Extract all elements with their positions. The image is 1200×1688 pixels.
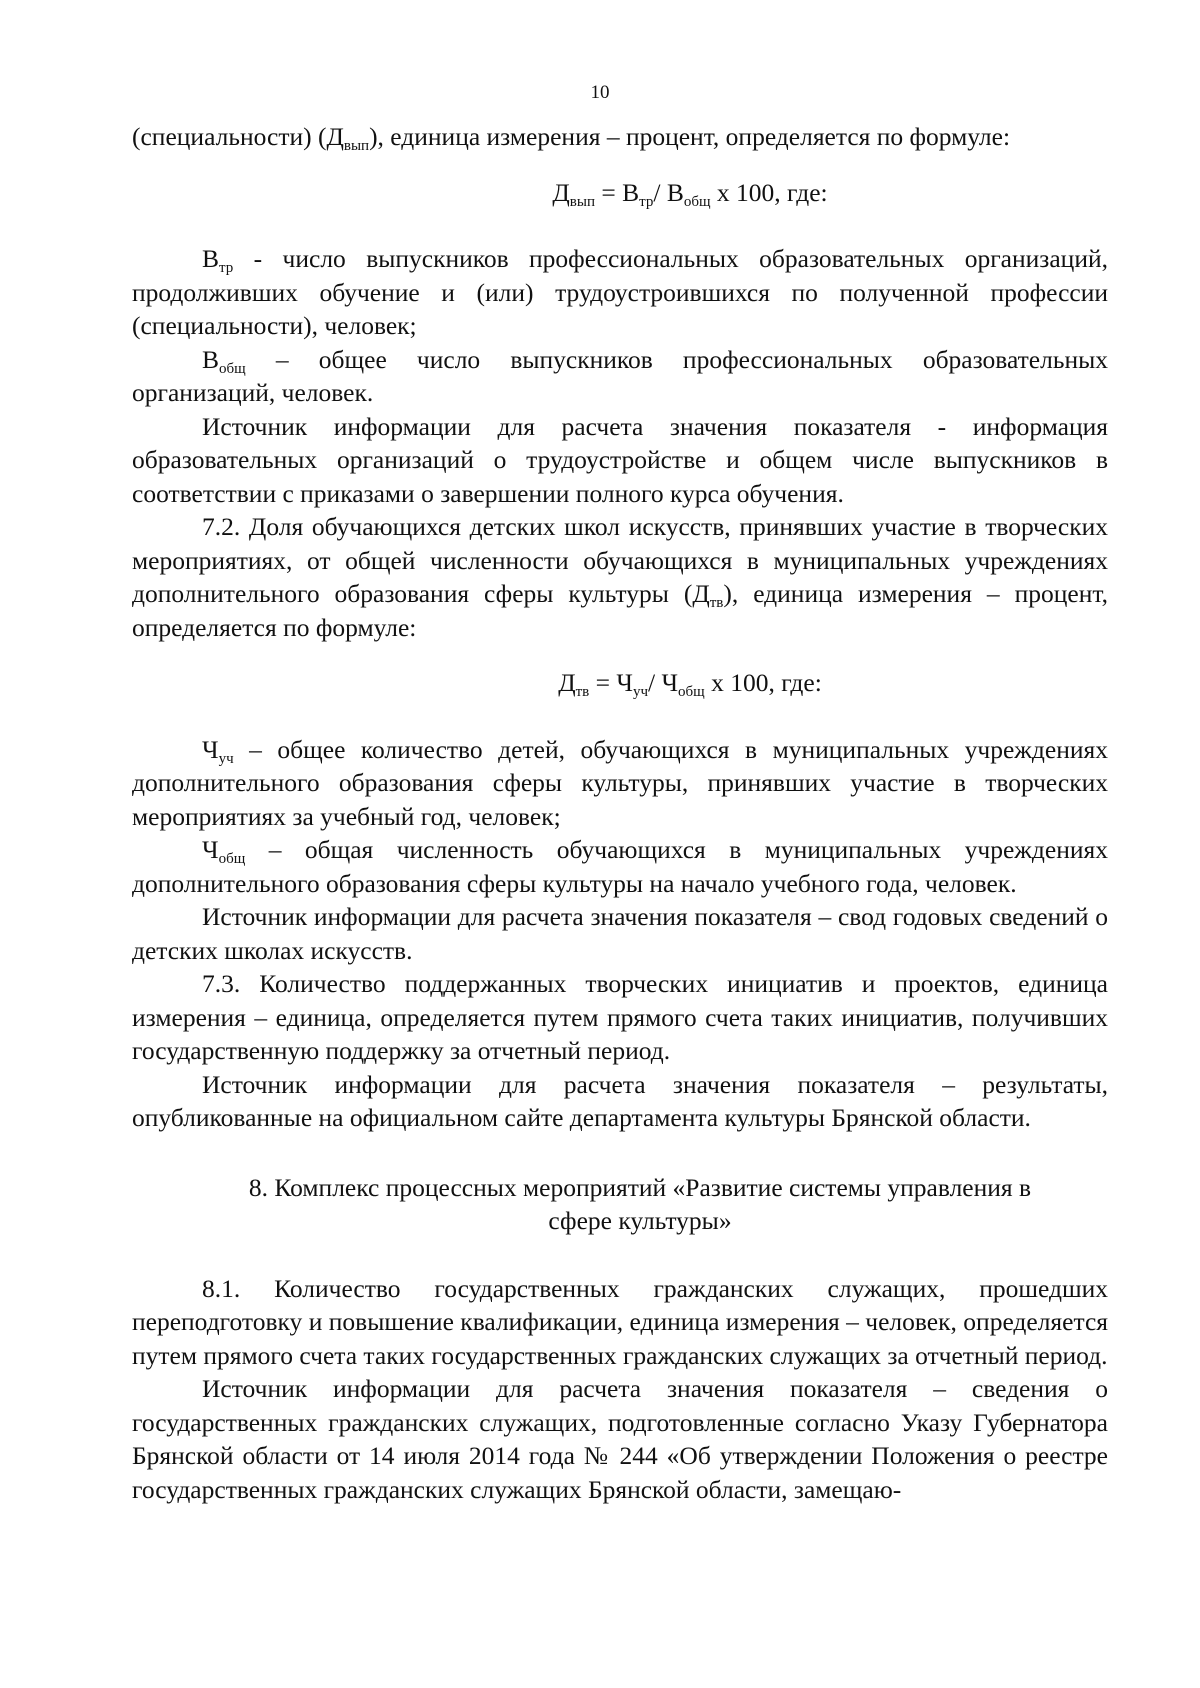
heading-line-1: 8. Комплекс процессных мероприятий «Развитие системы управления в [248,1172,1032,1202]
text: – общее число выпускников профессиональных образовательных организаций, человек. [132,344,1108,407]
text: Ч [202,835,219,864]
text: - число выпускников профессиональных образовательных организаций, продолживших обучение и (или) трудоустроившихся по полученной профессии (специальности), человек; [132,244,1108,340]
text: ), единица измерения – процент, определяется по формуле: [132,579,1108,642]
text: В [202,344,220,374]
definition-chobsh [132,833,1108,900]
text: Ч [202,734,219,764]
paragraph-source-2: Источник информации для расчета значения показателя – свод годовых сведений о детских школах искусств. [132,902,1108,965]
paragraph-source-4: Источник информации для расчета значения показателя – сведения о государственных гражданских служащих, подготовленные согласно Указу Губернатора Брянской области от 14 июля 2014 года № 244 «Об утверждении Положения о реестре государственных гражданских служащих Брянской области, замещаю- [132,1374,1108,1504]
document-body [132,120,1108,1506]
subscript: общ [678,684,705,700]
definition-vobsh [132,343,1108,410]
subscript: уч [632,684,648,700]
text: х 100, где: [704,668,822,697]
text: В [202,244,220,273]
subscript: вып [343,138,370,154]
text: = В [594,177,640,207]
paragraph-source-1: Источник информации для расчета значения показателя - информация образовательных организаций о трудоустройстве и общем числе выпускников в соответствии с приказами о завершении полного курса обучения. [132,411,1108,508]
text: = Ч [589,668,633,697]
subscript: вып [569,193,595,210]
subscript: тв [575,684,590,700]
subscript: тв [709,595,724,611]
text: Д [552,177,570,207]
text: – общая численность обучающихся в муниципальных учреждениях дополнительного образования сферы культуры на начало учебного года, человек. [132,835,1108,898]
text: х 100, где: [710,177,828,207]
section-heading-8 [132,1171,1108,1238]
text: (специальности) (Д [132,122,344,151]
text: – общее количество детей, обучающихся в муниципальных учреждениях дополнительного образования сферы культуры, принявших участие в творческих мероприятиях за учебный год, человек; [132,734,1108,831]
subscript: тр [639,193,654,210]
text: / В [653,177,684,207]
text: 7.2. Доля обучающихся детских школ искусств, принявших участие в творческих мероприятиях, от общей численности обучающихся в муниципальных учреждениях дополнительного образования сферы культуры (Д [132,512,1108,608]
paragraph-source-3: Источник информации для расчета значения показателя – результаты, опубликованные на официальном сайте департамента культуры Брянской области. [132,1069,1108,1132]
text: Д [558,668,576,697]
paragraph-8-1: 8.1. Количество государственных гражданских служащих, прошедших переподготовку и повышение квалификации, единица измерения – человек, определяется путем прямого счета таких государственных гражданских служащих за отчетный период. [132,1273,1108,1370]
text: ), единица измерения – процент, определяется по формуле: [369,122,1011,151]
page-number: 10 [590,82,610,103]
subscript: общ [218,851,246,867]
definition-vtr [132,242,1108,343]
paragraph-continuation [132,120,1108,154]
subscript: тр [219,260,234,276]
subscript: уч [218,750,234,767]
heading-line-2: сфере культуры» [548,1206,732,1235]
paragraph-7-2 [132,510,1108,644]
formula-creative [132,666,1108,700]
paragraph-7-3: 7.3. Количество поддержанных творческих инициатив и проектов, единица измерения – единица, определяется путем прямого счета таких инициатив, получивших государственную поддержку за отчетный период. [132,969,1108,1065]
formula-graduates [132,176,1108,210]
text: / Ч [648,668,679,697]
subscript: общ [683,193,711,210]
subscript: общ [219,360,246,377]
definition-chuch [132,733,1108,834]
